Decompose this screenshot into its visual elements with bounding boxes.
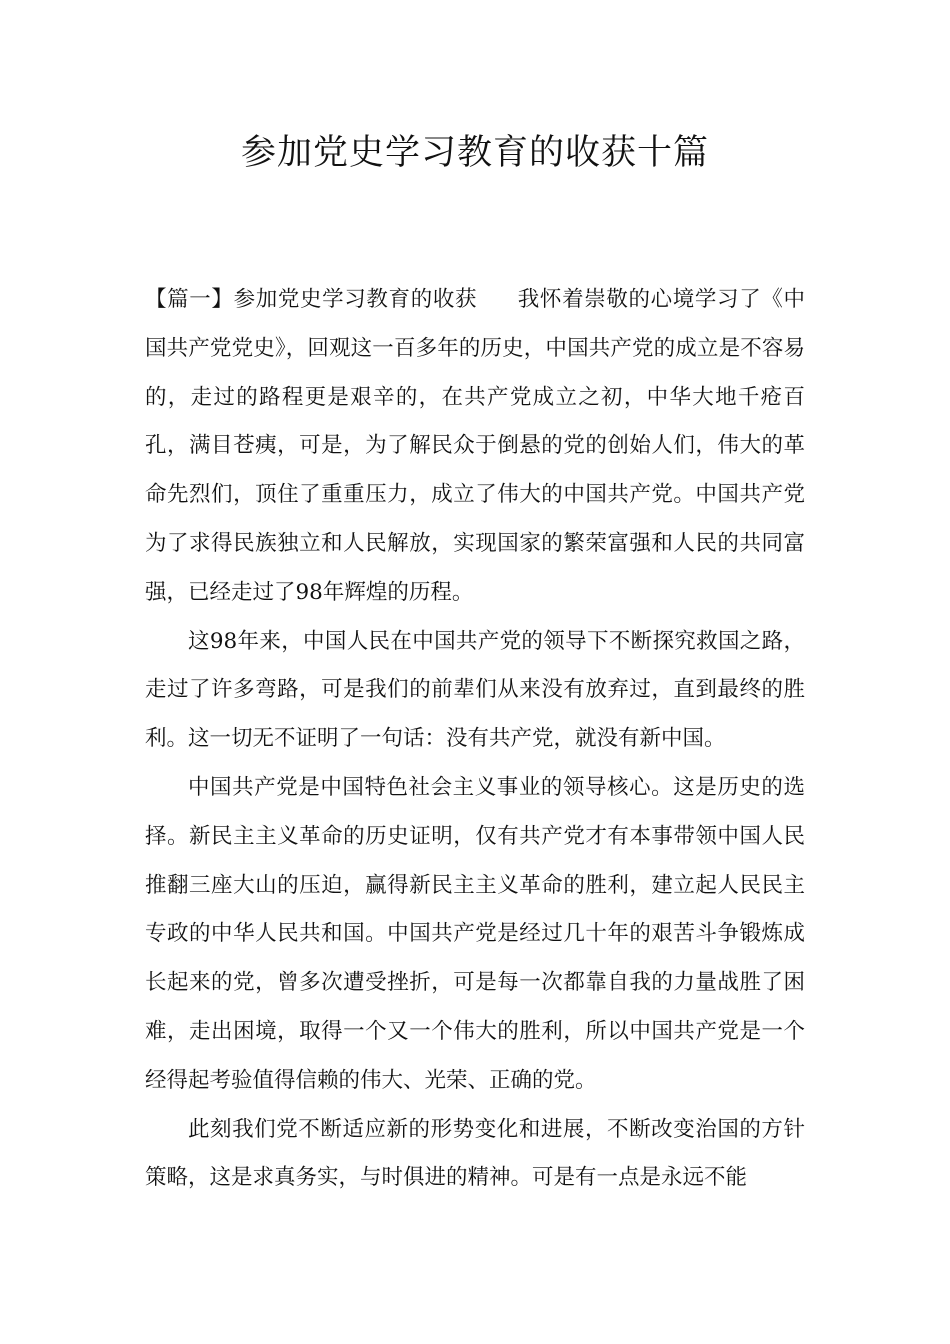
paragraph-text: 我怀着崇敬的心境学习了《中国共产党党史》，回观这一百多年的历史，中国共产党的成立是不容易的，走过的路程更是艰辛的，在共产党成立之初，中华大地千疮百孔，满目苍痍，可是，为了解民众于倒悬的党的创始人们，伟大的革命先烈们，顶住了重重压力，成立了伟大的中国共产党。中国共产党为了求得民族独立和人民解放，实现国家的繁荣富强和人民的共同富强，已经走过了98年辉煌的历程。 — [145, 287, 805, 605]
paragraph-1 — [145, 276, 805, 618]
paragraph-4: 此刻我们党不断适应新的形势变化和进展，不断改变治国的方针策略，这是求真务实，与时俱进的精神。可是有一点是永远不能 — [145, 1116, 805, 1191]
paragraph-2: 这98年来，中国人民在中国共产党的领导下不断探究救国之路，走过了许多弯路，可是我们的前辈们从来没有放弃过，直到最终的胜利。这一切无不证明了一句话：没有共产党，就没有新中国。 — [145, 628, 805, 752]
document-body — [145, 276, 805, 1203]
paragraph-3: 中国共产党是中国特色社会主义事业的领导核心。这是历史的选择。新民主主义革命的历史证明，仅有共产党才有本事带领中国人民推翻三座大山的压迫，赢得新民主主义革命的胜利，建立起人民民主专政的中华人民共和国。中国共产党是经过几十年的艰苦斗争锻炼成长起来的党，曾多次遭受挫折，可是每一次都靠自我的力量战胜了困难，走出困境，取得一个又一个伟大的胜利，所以中国共产党是一个经得起考验值得信赖的伟大、光荣、正确的党。 — [145, 774, 805, 1093]
section-heading: 【篇一】参加党史学习教育的收获 — [145, 287, 478, 312]
document-title: 参加党史学习教育的收获十篇 — [240, 133, 709, 173]
